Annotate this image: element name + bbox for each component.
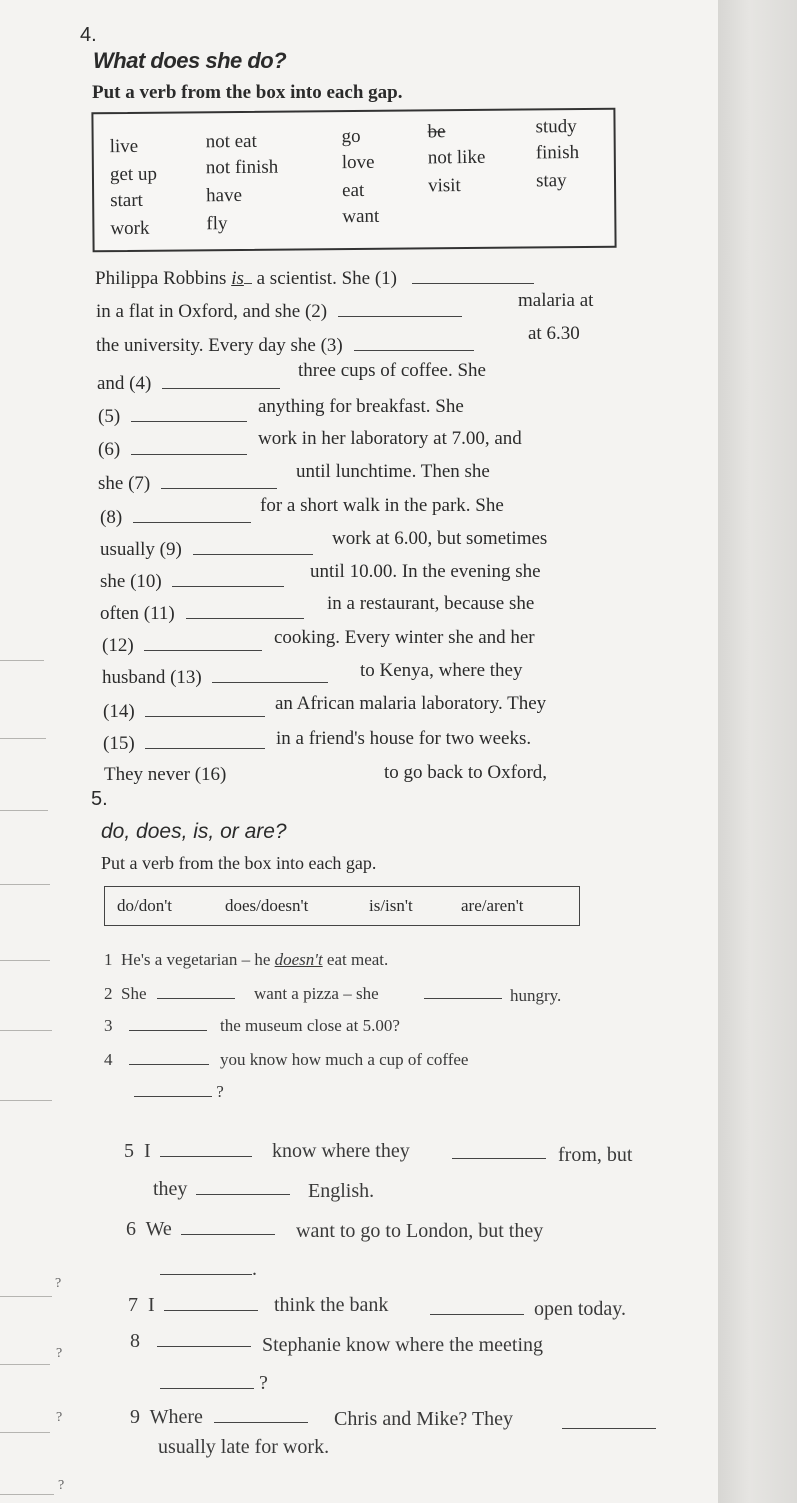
page-edge: [718, 0, 797, 1503]
text: He's a vegetarian – he: [121, 950, 275, 969]
margin-line: [0, 1364, 50, 1365]
answer-gap[interactable]: [134, 1084, 212, 1097]
verb-box-2: [104, 886, 580, 926]
text: want a pizza – she: [254, 984, 379, 1003]
text: eat meat.: [322, 950, 389, 969]
text: often (11): [100, 603, 175, 624]
text: She: [121, 984, 147, 1003]
text: (15): [103, 733, 135, 754]
text-line-14: [103, 732, 265, 755]
answer-gap-15[interactable]: [145, 732, 265, 749]
text: Where: [149, 1406, 203, 1428]
answer-gap[interactable]: [129, 1052, 209, 1065]
text: think the bank: [274, 1294, 389, 1316]
example-answer: doesn't: [274, 950, 323, 969]
item-number: 9: [130, 1406, 140, 1428]
answer-gap[interactable]: [157, 1332, 251, 1347]
text: .: [252, 1258, 257, 1280]
answer-gap-13[interactable]: [212, 666, 328, 683]
exercise-item-6-cont: [160, 1258, 257, 1281]
text-line-0: [95, 267, 534, 290]
box-word: have: [206, 184, 243, 207]
answer-gap-14[interactable]: [145, 700, 265, 717]
exercise-item-6: [126, 1218, 275, 1241]
text: from, but: [558, 1144, 633, 1166]
text: They never (16): [104, 764, 227, 785]
margin-line: [0, 1432, 50, 1433]
text-line-10: [100, 602, 304, 625]
box-word: go: [341, 125, 361, 148]
margin-line: [0, 1100, 52, 1101]
box-word: does/doesn't: [225, 896, 309, 915]
text: and (4): [97, 373, 152, 394]
answer-gap[interactable]: [160, 1260, 252, 1275]
text-line-12: [102, 666, 328, 689]
text: you know how much a cup of coffee: [220, 1050, 469, 1069]
text-line-11: [102, 634, 262, 657]
answer-gap-12[interactable]: [144, 634, 262, 651]
box-word-struck: be: [427, 121, 446, 143]
text-line-6: [98, 472, 277, 495]
exercise-item-8-cont: [160, 1372, 268, 1395]
answer-gap-8[interactable]: [133, 506, 251, 523]
text: English.: [308, 1180, 375, 1202]
box-word: love: [341, 151, 375, 174]
text-line-2: [96, 334, 474, 357]
answer-gap-4[interactable]: [162, 372, 280, 389]
text: Stephanie know where the meeting: [262, 1334, 544, 1356]
text: for a short walk in the park. She: [260, 495, 504, 516]
item-number: 7: [128, 1294, 138, 1316]
text: ?: [259, 1372, 268, 1394]
text: cooking. Every winter she and her: [274, 627, 535, 648]
margin-line: [0, 738, 46, 739]
box-word: is/isn't: [369, 896, 413, 915]
answer-gap[interactable]: [160, 1142, 252, 1157]
box-word: stay: [535, 170, 567, 192]
exercise-item-9: [130, 1406, 308, 1429]
text: three cups of coffee. She: [298, 360, 486, 381]
answer-gap[interactable]: [160, 1374, 254, 1389]
answer-gap-3[interactable]: [354, 334, 474, 351]
text: (12): [102, 635, 134, 656]
text: malaria at: [518, 290, 594, 311]
box-word: not like: [427, 146, 486, 169]
margin-line: [0, 660, 44, 661]
box-word: work: [110, 217, 150, 240]
verb-box: [91, 108, 616, 253]
box-word: study: [535, 116, 577, 138]
text: work in her laboratory at 7.00, and: [258, 428, 522, 449]
exercise-4-title: What does she do?: [93, 48, 287, 73]
answer-gap-wrap: [562, 1412, 656, 1435]
box-word: live: [109, 135, 139, 158]
answer-gap-wrap: [430, 1298, 524, 1321]
margin-line: [0, 960, 50, 961]
text-line-15: [104, 764, 226, 786]
text: (5): [98, 406, 121, 427]
answer-gap[interactable]: [129, 1018, 207, 1031]
text-line-9: [100, 570, 284, 593]
margin-mark: ?: [56, 1346, 63, 1361]
answer-gap[interactable]: [424, 986, 502, 999]
text: in a restaurant, because she: [327, 593, 535, 614]
text-line-1: [96, 300, 462, 323]
exercise-item-5: [124, 1140, 252, 1163]
item-number: 6: [126, 1218, 136, 1240]
margin-line: [0, 1296, 52, 1297]
margin-line: [0, 884, 50, 885]
exercise-item-4-cont: [134, 1082, 224, 1102]
text: Chris and Mike? They: [334, 1408, 514, 1430]
text: know where they: [272, 1140, 410, 1162]
box-word: finish: [535, 142, 580, 164]
text-line-13: [103, 700, 265, 723]
exercise-item-2: [104, 984, 235, 1004]
text: she (7): [98, 473, 151, 494]
text: to Kenya, where they: [360, 660, 523, 681]
text: hungry.: [510, 986, 562, 1005]
answer-gap-wrap: [424, 984, 502, 1004]
answer-gap[interactable]: [164, 1296, 258, 1311]
text: a scientist. She (1): [251, 268, 397, 289]
box-word: are/aren't: [461, 896, 524, 915]
margin-mark: ?: [55, 1276, 62, 1291]
box-word: eat: [342, 179, 365, 202]
exercise-item-7: [128, 1294, 258, 1317]
text: to go back to Oxford,: [384, 762, 548, 783]
answer-gap[interactable]: [430, 1300, 524, 1315]
text: (6): [98, 439, 121, 460]
margin-mark: ?: [58, 1478, 65, 1493]
text: open today.: [534, 1298, 627, 1320]
exercise-5-title: do, does, is, or are?: [101, 820, 287, 843]
text: the university. Every day she (3): [96, 335, 343, 356]
box-word: visit: [427, 175, 461, 197]
text: Philippa Robbins: [95, 268, 232, 289]
answer-gap[interactable]: [157, 986, 235, 999]
box-word: fly: [206, 213, 228, 235]
text: I: [148, 1294, 155, 1316]
box-word: not eat: [205, 130, 257, 153]
answer-gap-5[interactable]: [131, 405, 247, 422]
exercise-4-instruction: Put a verb from the box into each gap.: [92, 82, 403, 103]
answer-gap-6[interactable]: [131, 438, 247, 455]
exercise-number-4: 4.: [80, 24, 97, 46]
text: in a friend's house for two weeks.: [276, 728, 532, 749]
box-word: get up: [109, 163, 158, 186]
text: We: [145, 1218, 172, 1240]
margin-line: [0, 1494, 54, 1495]
answer-gap-1[interactable]: [412, 267, 534, 284]
box-word: do/don't: [117, 896, 173, 915]
answer-gap-2[interactable]: [338, 300, 462, 317]
example-answer: is: [231, 268, 244, 289]
text: until lunchtime. Then she: [296, 461, 490, 482]
text-line-7: [100, 506, 251, 529]
item-number: 8: [130, 1330, 140, 1352]
answer-gap[interactable]: [562, 1414, 656, 1429]
text-line-4: [98, 405, 247, 428]
text: husband (13): [102, 667, 202, 688]
text-line-5: [98, 438, 247, 461]
text: they: [153, 1178, 188, 1200]
answer-gap-wrap: [452, 1142, 546, 1165]
text: I: [144, 1140, 151, 1162]
text: at 6.30: [528, 323, 580, 344]
answer-gap-10[interactable]: [172, 570, 284, 587]
box-word: not finish: [205, 156, 279, 179]
answer-gap[interactable]: [181, 1220, 275, 1235]
exercise-5-instruction: Put a verb from the box into each gap.: [101, 853, 377, 873]
exercise-item-1: [104, 950, 388, 970]
item-number: 5: [124, 1140, 134, 1162]
text: the museum close at 5.00?: [220, 1016, 400, 1035]
exercise-number-5: 5.: [91, 788, 108, 810]
item-number: 2: [104, 984, 113, 1003]
text: she (10): [100, 571, 162, 592]
exercise-item-3: [104, 1016, 207, 1036]
item-number: 3: [104, 1016, 113, 1035]
text: ?: [216, 1082, 224, 1101]
text: (8): [100, 507, 123, 528]
answer-gap-9[interactable]: [193, 538, 313, 555]
answer-gap[interactable]: [214, 1408, 308, 1423]
text: want to go to London, but they: [296, 1220, 544, 1242]
answer-gap[interactable]: [196, 1180, 290, 1195]
text: usually late for work.: [158, 1436, 330, 1458]
text: work at 6.00, but sometimes: [332, 528, 548, 549]
exercise-item-8: [130, 1330, 251, 1353]
answer-gap-7[interactable]: [161, 472, 277, 489]
item-number: 1: [104, 950, 113, 969]
text: (14): [103, 701, 135, 722]
text: anything for breakfast. She: [258, 396, 464, 417]
box-word: start: [110, 189, 143, 212]
text-line-3: [97, 372, 280, 395]
text: an African malaria laboratory. They: [275, 693, 547, 714]
answer-gap[interactable]: [452, 1144, 546, 1159]
margin-line: [0, 810, 48, 811]
box-word: want: [342, 205, 380, 228]
exercise-item-4: [104, 1050, 209, 1070]
margin-mark: ?: [56, 1410, 63, 1425]
text-line-8: [100, 538, 313, 561]
item-number: 4: [104, 1050, 113, 1069]
exercise-item-5-cont: [153, 1178, 290, 1201]
text: until 10.00. In the evening she: [310, 561, 541, 582]
margin-line: [0, 1030, 52, 1031]
text: usually (9): [100, 539, 182, 560]
text: in a flat in Oxford, and she (2): [96, 301, 328, 322]
answer-gap-11[interactable]: [186, 602, 304, 619]
